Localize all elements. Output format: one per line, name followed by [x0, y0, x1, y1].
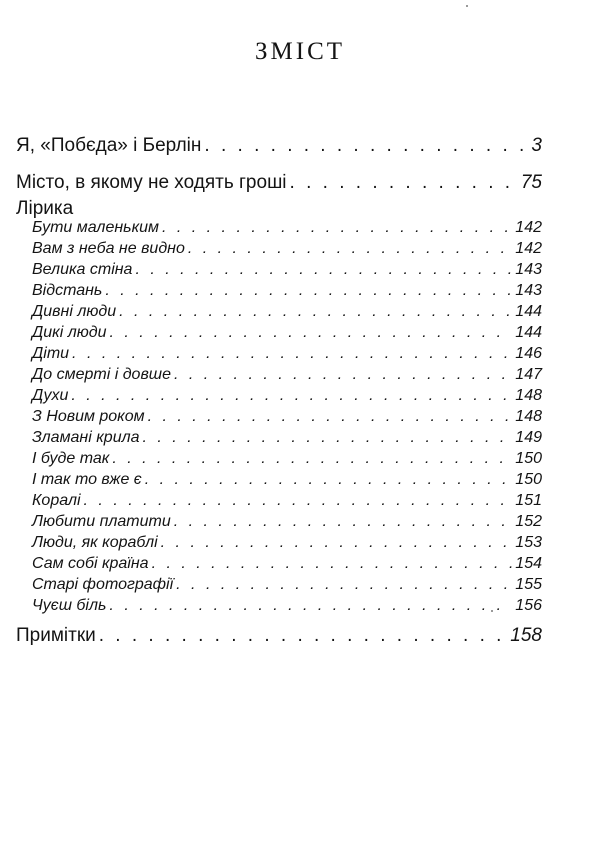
dot-leader [112, 451, 512, 467]
toc-subentry-title: Чуєш біль [32, 597, 107, 614]
dot-leader [109, 598, 512, 614]
dot-leader [162, 220, 512, 236]
toc-entry-title: Я, «Побєда» і Берлін [16, 135, 202, 156]
toc-subentry[interactable] [32, 388, 542, 404]
toc-subentry[interactable] [32, 451, 542, 467]
toc-subentry-title: Дикі люди [32, 324, 107, 341]
toc-subentry-page: 152 [515, 513, 542, 530]
toc-entry-page: 3 [531, 135, 542, 156]
toc-entry[interactable] [16, 173, 542, 192]
toc-subentry[interactable] [32, 283, 542, 299]
toc-subentry[interactable] [32, 220, 542, 236]
toc-subentry[interactable] [32, 262, 542, 278]
toc-subentry-title: Духи [32, 387, 69, 404]
toc-subentry-page: 142 [515, 240, 542, 257]
toc-subentry-title: Велика стіна [32, 261, 133, 278]
dot-leader [188, 241, 512, 257]
toc-subentry-title: Відстань [32, 282, 103, 299]
toc-subentry-page: 149 [515, 429, 542, 446]
toc-subentry-page: 156 [515, 597, 542, 614]
toc-subentry[interactable] [32, 430, 542, 446]
dot-leader [174, 367, 512, 383]
dot-leader [174, 514, 513, 530]
toc-subentry-page: 154 [515, 555, 542, 572]
dot-leader [143, 430, 513, 446]
toc-subentry[interactable] [32, 367, 542, 383]
dot-leader [145, 472, 513, 488]
toc-subentry[interactable] [32, 493, 542, 509]
toc-entry-page: 158 [510, 625, 542, 646]
dot-leader [71, 388, 512, 404]
toc-subentry-title: До смерті і довше [32, 366, 171, 383]
toc-subentry-page: 148 [515, 408, 542, 425]
toc-subentry[interactable] [32, 325, 542, 341]
toc-subentry-page: 155 [515, 576, 542, 593]
toc-subentry[interactable] [32, 577, 542, 593]
toc-subentry-page: 144 [515, 324, 542, 341]
toc-subentry[interactable] [32, 409, 542, 425]
toc-subentry-page: 143 [515, 261, 542, 278]
toc-subentry-page: 148 [515, 387, 542, 404]
toc-subentry-title: Сам собі країна [32, 555, 149, 572]
dot-leader [72, 346, 512, 362]
toc-subentry-title: Старі фотографії [32, 576, 174, 593]
toc-subentry[interactable] [32, 598, 542, 614]
toc-entry-title: Місто, в якому не ходять гроші [16, 172, 287, 193]
toc-subentry-page: 150 [515, 471, 542, 488]
paper-speck [466, 5, 468, 7]
toc-subentry-title: З Новим роком [32, 408, 145, 425]
toc-subentry[interactable] [32, 346, 542, 362]
dot-leader [119, 304, 512, 320]
toc-subentry-page: 153 [515, 534, 542, 551]
toc-subentry-title: І так то вже є [32, 471, 142, 488]
toc-entry[interactable] [16, 626, 542, 645]
toc-subentry-title: Люди, як кораблі [32, 534, 158, 551]
section-heading: Лірика [16, 198, 74, 219]
dot-leader [290, 173, 518, 192]
toc-subentry-page: 143 [515, 282, 542, 299]
toc-subentry-page: 150 [515, 450, 542, 467]
toc-subentry-page: 144 [515, 303, 542, 320]
toc-subentry-title: Зламані крила [32, 429, 140, 446]
toc-subentry-page: 146 [515, 345, 542, 362]
dot-leader [135, 262, 512, 278]
toc-subentry-page: 151 [515, 492, 542, 509]
toc-entry[interactable] [16, 136, 542, 155]
toc-subentry-title: Любити платити [32, 513, 171, 530]
dot-leader [84, 493, 513, 509]
toc-subentry-title: Діти [32, 345, 70, 362]
dot-leader [110, 325, 513, 341]
dot-leader [176, 577, 512, 593]
toc-subentry-title: Коралі [32, 492, 81, 509]
toc-subentry[interactable] [32, 241, 542, 257]
toc-subentry-title: Бути маленьким [32, 219, 159, 236]
toc-entry-page: 75 [520, 172, 542, 193]
toc-subentry-title: І буде так [32, 450, 110, 467]
toc-subentry-title: Вам з неба не видно [32, 240, 185, 257]
toc-subentry[interactable] [32, 304, 542, 320]
paper-speck [491, 610, 493, 612]
toc-subentry-title: Дивні люди [32, 303, 117, 320]
page-title: ЗМІСТ [254, 38, 346, 65]
toc-subentry[interactable] [32, 472, 542, 488]
dot-leader [148, 409, 513, 425]
dot-leader [152, 556, 513, 572]
dot-leader [204, 136, 528, 155]
toc-subentry-page: 147 [515, 366, 542, 383]
dot-leader [105, 283, 512, 299]
toc-entry-title: Примітки [16, 625, 96, 646]
toc-subentry[interactable] [32, 535, 542, 551]
dot-leader [161, 535, 513, 551]
toc-subentry[interactable] [32, 514, 542, 530]
toc-subentry[interactable] [32, 556, 542, 572]
toc-subentry-page: 142 [515, 219, 542, 236]
dot-leader [99, 626, 508, 645]
